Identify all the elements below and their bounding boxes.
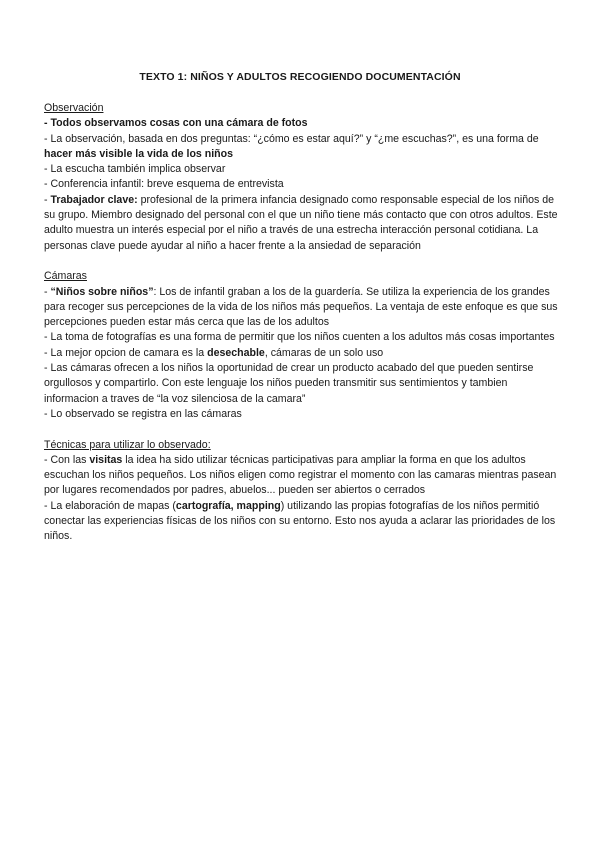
document-title: TEXTO 1: NIÑOS Y ADULTOS RECOGIENDO DOCUMENTACIÓN: [139, 71, 461, 83]
spacer: [44, 254, 564, 269]
bold-text: cartografía, mapping: [175, 499, 281, 512]
bold-text: desechable: [207, 346, 265, 359]
paragraph: - Conferencia infantil: breve esquema de entrevista: [44, 178, 284, 191]
text: - La observación, basada en dos preguntas: “¿cómo es estar aquí?” y “¿me escuchas?”, es una forma de: [44, 132, 539, 145]
bold-text: visitas: [89, 453, 123, 466]
text: la idea ha sido utilizar técnicas participativas para ampliar la forma en que los adultos escuchan los niños pequeños. Los niños eligen como registrar el momento con las camaras mientras pasean por lugares recomendados por padres, abuelos... pueden ser abiertos o cerrados: [44, 453, 557, 497]
bold-text: hacer más visible la vida de los niños: [44, 147, 234, 160]
paragraph: [44, 285, 564, 331]
paragraph: [44, 346, 564, 361]
paragraph: [44, 116, 564, 131]
text: , cámaras de un solo uso: [264, 346, 384, 359]
paragraph: [44, 193, 564, 254]
spacer: [44, 422, 564, 437]
text: - La mejor opcion de camara es la: [44, 346, 208, 359]
text: profesional de la primera infancia designado como responsable especial de los niños de su grupo. Miembro designado del personal con el que un niño tiene más contacto que con otros adultos. Este adulto muestra un interés especial por el niño a través de una estrecha interacción personal cotidiana. La personas clave puede ayudar al niño a hacer frente a la ansiedad de separación: [44, 193, 558, 252]
paragraph: [44, 132, 564, 163]
paragraph: - La toma de fotografías es una forma de permitir que los niños cuenten a los adultos más cosas importantes: [44, 331, 555, 344]
text: -: [44, 285, 51, 298]
bold-text: Trabajador clave:: [50, 193, 138, 206]
bold-text: - Todos observamos cosas con una cámara de fotos: [44, 117, 308, 130]
paragraph: - Lo observado se registra en las cámaras: [44, 407, 242, 420]
text: -: [44, 193, 51, 206]
section-heading-camaras: Cámaras: [44, 270, 87, 283]
text: : Los de infantil graban a los de la guardería. Se utiliza la experiencia de los grandes para recoger sus percepciones de la vida de los niños más pequeños. La ventaja de este enfoque es que sus percepciones pueden estar más cerca que las de los adultos: [44, 285, 558, 329]
text: - La elaboración de mapas (: [44, 499, 176, 512]
text: - Con las: [44, 453, 90, 466]
paragraph: - Las cámaras ofrecen a los niños la oportunidad de crear un producto acabado del que pueden sentirse orgullosos y compartirlo. Con este lenguaje los niños pueden transmitir sus sentimientos y tambien informacion a traves de “la voz silenciosa de la camara”: [44, 362, 534, 405]
paragraph: [44, 499, 564, 545]
bold-text: “Niños sobre niños”: [50, 285, 154, 298]
paragraph: [44, 453, 564, 499]
paragraph: - La escucha también implica observar: [44, 163, 226, 176]
section-heading-observacion: Observación: [44, 102, 104, 114]
text: ) utilizando las propias fotografías de los niños permitió conectar las experiencias físicas de los niños con su entorno. Esto nos ayuda a aclarar las prioridades de los niños.: [44, 499, 556, 543]
document-body: [44, 101, 564, 545]
section-heading-tecnicas: Técnicas para utilizar lo observado:: [44, 438, 211, 451]
